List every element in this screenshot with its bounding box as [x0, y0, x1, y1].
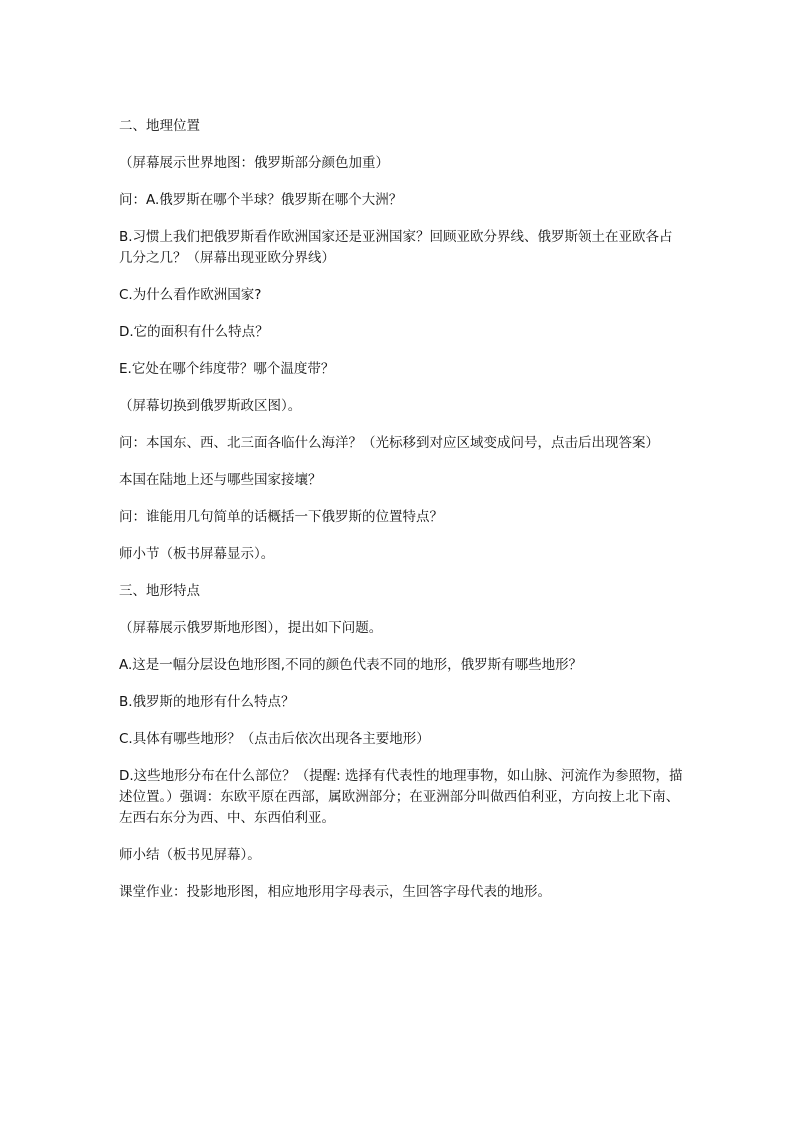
paragraph-question-a: 问：A.俄罗斯在哪个半球？俄罗斯在哪个大洲？: [119, 192, 403, 208]
paragraph-question-summary: 问：谁能用几句简单的话概括一下俄罗斯的位置特点？: [119, 509, 443, 525]
paragraph-screen-world-map: （屏幕展示世界地图：俄罗斯部分颜色加重）: [119, 155, 389, 171]
paragraph-question-neighbors: 本国在陆地上还与哪些国家接壤？: [119, 472, 322, 488]
paragraph-terrain-question-a: A.这是一幅分层设色地形图,不同的颜色代表不同的地形，俄罗斯有哪些地形？: [119, 657, 583, 673]
section-heading-terrain: 三、地形特点: [119, 583, 200, 599]
paragraph-question-d: D.它的面积有什么特点？: [119, 324, 269, 340]
paragraph-question-oceans: 问：本国东、西、北三面各临什么海洋？（光标移到对应区域变成问号，点击后出现答案）: [119, 435, 659, 451]
document-body: [119, 116, 685, 919]
paragraph-question-e: E.它处在哪个纬度带？哪个温度带？: [119, 361, 335, 377]
paragraph-terrain-question-b: B.俄罗斯的地形有什么特点？: [119, 694, 295, 710]
paragraph-terrain-question-c: C.具体有哪些地形？（点击后依次出现各主要地形）: [119, 731, 430, 747]
paragraph-screen-terrain-map: （屏幕展示俄罗斯地形图），提出如下问题。: [119, 620, 383, 636]
paragraph-teacher-summary: 师小节（板书屏幕显示）。: [119, 546, 275, 562]
section-heading-location: 二、地理位置: [119, 118, 200, 134]
paragraph-question-b: B.习惯上我们把俄罗斯看作欧洲国家还是亚洲国家？回顾亚欧分界线、俄罗斯领土在亚欧各占几分之几？（屏幕出现亚欧分界线）: [119, 229, 673, 266]
paragraph-question-c: C.为什么看作欧洲国家?: [119, 287, 262, 303]
paragraph-classwork: 课堂作业：投影地形图，相应地形用字母表示，生回答字母代表的地形。: [119, 884, 551, 900]
paragraph-terrain-question-d: D.这些地形分布在什么部位？（提醒: 选择有代表性的地理事物，如山脉、河流作为参照物，描述位置。）强调：东欧平原在西部，属欧洲部分；在亚洲部分叫做西伯利亚，方向按上北下南、左西右东分为西、中、东西伯利亚。: [119, 768, 683, 826]
paragraph-teacher-conclusion: 师小结（板书见屏幕）。: [119, 847, 261, 863]
paragraph-screen-political-map: （屏幕切换到俄罗斯政区图）。: [119, 398, 302, 414]
